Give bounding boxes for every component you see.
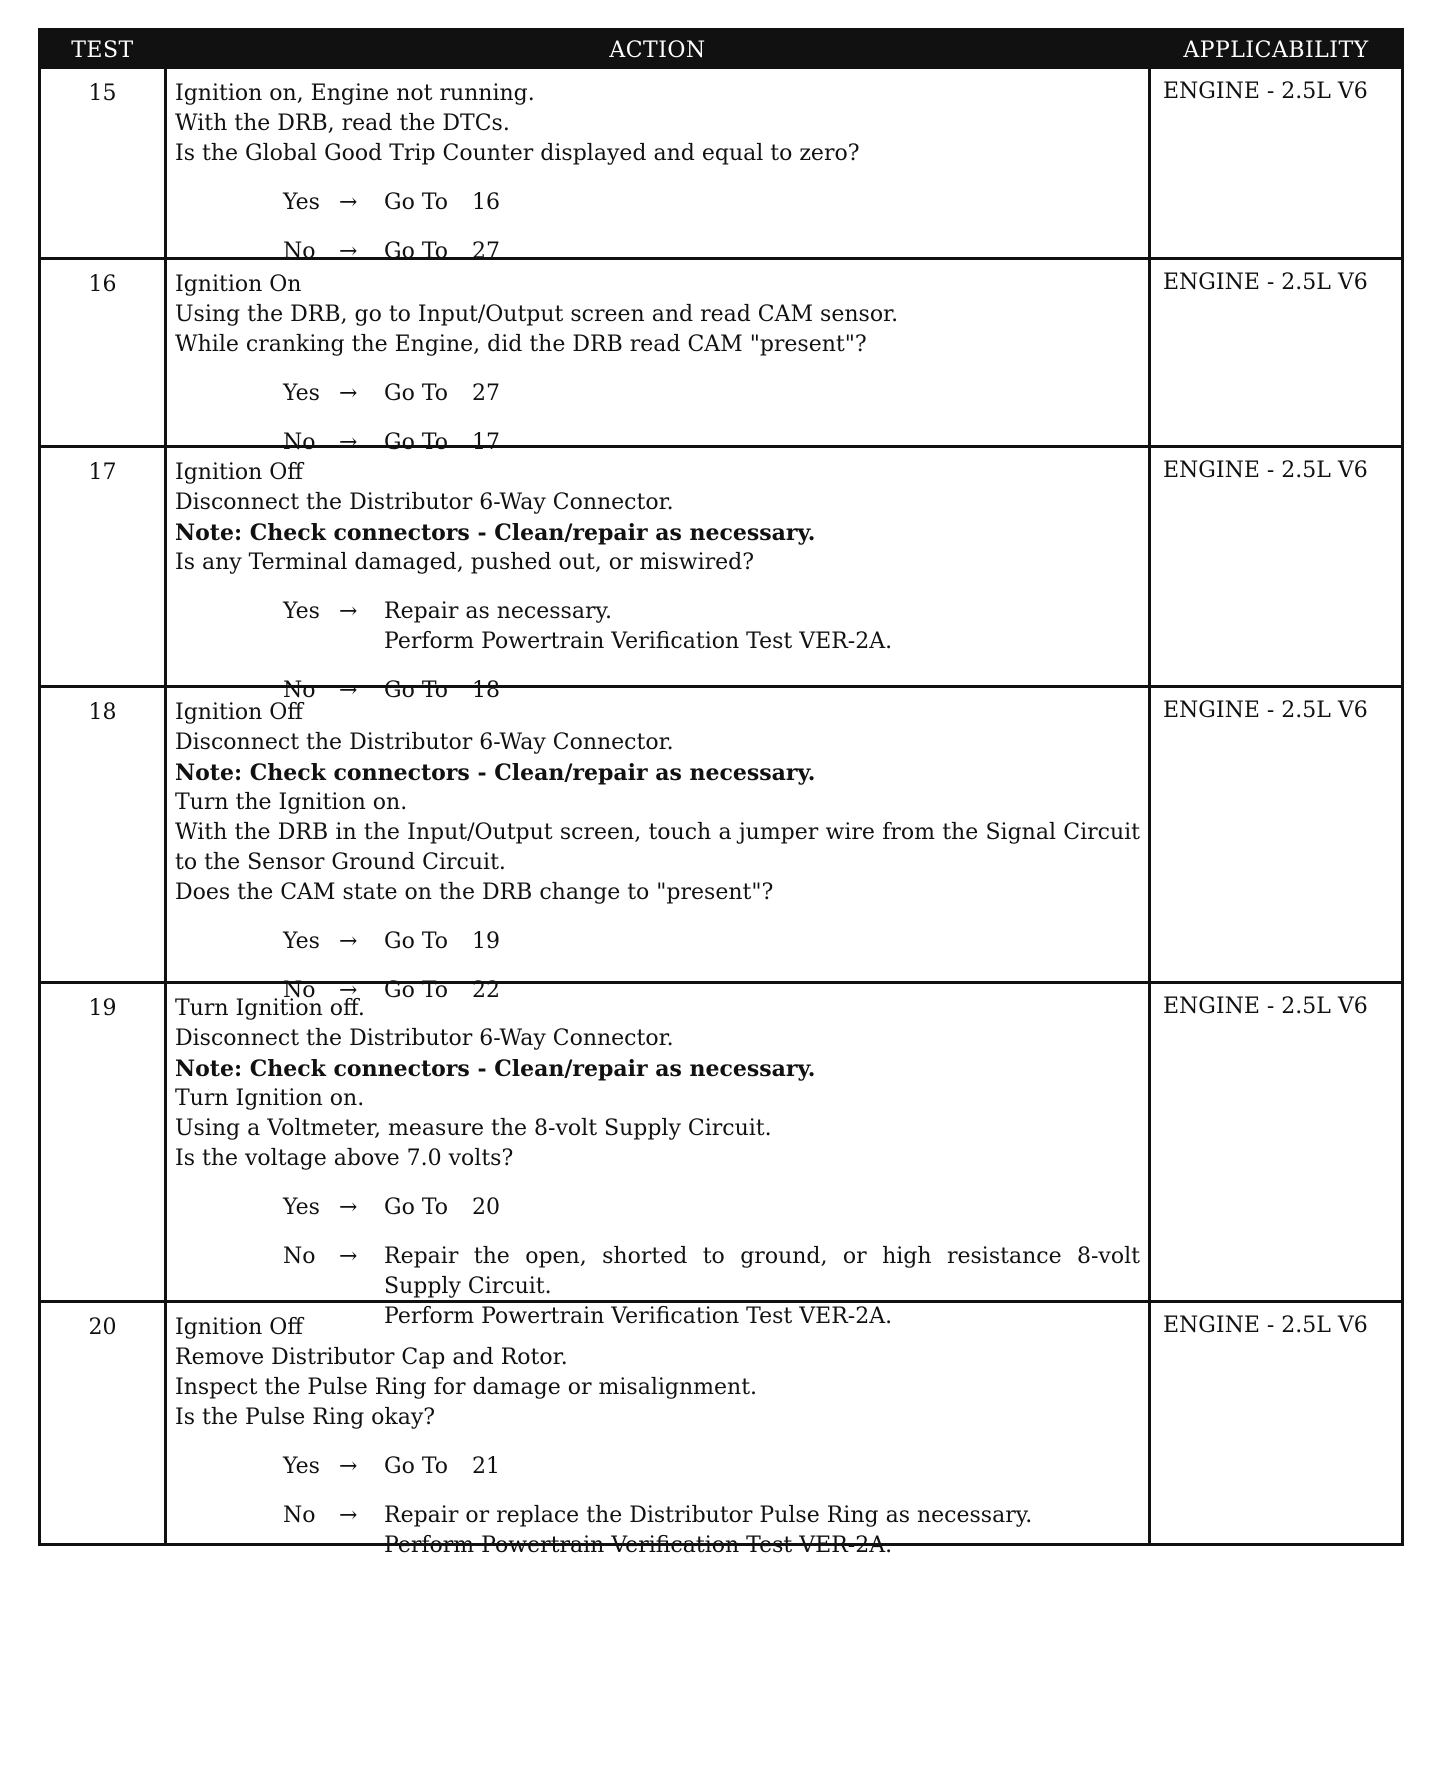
goto-target: 17 (472, 430, 500, 455)
right-arrow-icon: → (339, 1503, 358, 1528)
applicability-cell: ENGINE - 2.5L V6 (1163, 698, 1368, 723)
right-arrow-icon: → (339, 978, 358, 1003)
test-number: 17 (88, 460, 117, 485)
right-arrow-icon: → (339, 239, 358, 264)
action-cell (164, 1303, 1151, 1558)
action-line: Turn the Ignition on. (175, 790, 408, 815)
answer-option (283, 1501, 1140, 1561)
action-line: Is the voltage above 7.0 volts? (175, 1146, 514, 1171)
goto-target: 19 (472, 929, 500, 954)
action-line: Turn Ignition off. (175, 996, 365, 1021)
applicability-cell: ENGINE - 2.5L V6 (1163, 994, 1368, 1019)
result-line: Perform Powertrain Verification Test VER-2A. (384, 1533, 893, 1558)
action-line: Disconnect the Distributor 6-Way Connector. (175, 1026, 674, 1051)
test-number: 19 (88, 996, 117, 1021)
answer-result (384, 597, 1140, 657)
action-cell (164, 260, 1151, 455)
action-cell (164, 688, 1151, 1003)
action-line: With the DRB, read the DTCs. (175, 111, 510, 136)
answer-option (283, 1193, 1140, 1223)
answer-option (283, 379, 1140, 409)
action-line: Remove Distributor Cap and Rotor. (175, 1345, 568, 1370)
goto-label: Go To (384, 381, 449, 406)
goto-label: Go To (384, 239, 449, 264)
diagnostic-test-table (38, 28, 1404, 1558)
table-row (41, 685, 1401, 1003)
answer-label: No (283, 430, 316, 455)
right-arrow-icon: → (339, 1454, 358, 1479)
action-note: Note: Check connectors - Clean/repair as necessary. (175, 1056, 816, 1082)
answer-label: Yes (283, 1195, 320, 1220)
answer-result (384, 927, 1140, 957)
applicability-cell: ENGINE - 2.5L V6 (1163, 458, 1368, 483)
test-number: 16 (88, 272, 117, 297)
answer-option (283, 597, 1140, 657)
goto-label: Go To (384, 430, 449, 455)
answer-label: Yes (283, 190, 320, 215)
answer-result (384, 379, 1140, 409)
action-line: Using the DRB, go to Input/Output screen and read CAM sensor. (175, 302, 899, 327)
table-row (41, 1300, 1401, 1558)
answer-result (384, 1193, 1140, 1223)
action-line: Disconnect the Distributor 6-Way Connector. (175, 730, 674, 755)
answer-label: No (283, 1503, 316, 1528)
answer-result (384, 1452, 1140, 1482)
action-line: Ignition Off (175, 460, 303, 485)
action-line: Is the Global Good Trip Counter displayed and equal to zero? (175, 141, 860, 166)
right-arrow-icon: → (339, 678, 358, 703)
table-row (41, 445, 1401, 703)
answer-label: Yes (283, 381, 320, 406)
right-arrow-icon: → (339, 1244, 358, 1269)
test-number: 15 (88, 81, 117, 106)
goto-label: Go To (384, 1454, 449, 1479)
result-line: Perform Powertrain Verification Test VER-2A. (384, 1304, 893, 1329)
action-line: Does the CAM state on the DRB change to "present"? (175, 880, 774, 905)
answer-label: No (283, 1244, 316, 1269)
action-line: With the DRB in the Input/Output screen, touch a jumper wire from the Signal Circuit to the Sensor Ground Circuit. (175, 820, 1140, 875)
table-row (41, 69, 1401, 264)
goto-target: 22 (472, 978, 500, 1003)
goto-label: Go To (384, 190, 449, 215)
table-row (41, 981, 1401, 1329)
applicability-cell: ENGINE - 2.5L V6 (1163, 79, 1368, 104)
action-cell (164, 984, 1151, 1329)
right-arrow-icon: → (339, 190, 358, 215)
action-line: Disconnect the Distributor 6-Way Connector. (175, 490, 674, 515)
action-line: Ignition Off (175, 1315, 303, 1340)
goto-label: Go To (384, 978, 449, 1003)
header-applicability: APPLICABILITY (1183, 37, 1369, 63)
goto-label: Go To (384, 1195, 449, 1220)
answer-result (384, 1501, 1140, 1561)
answer-option (283, 1452, 1140, 1482)
result-line: Repair as necessary. (384, 599, 612, 624)
table-row (41, 257, 1401, 455)
action-cell (164, 69, 1151, 264)
goto-label: Go To (384, 678, 449, 703)
header-action: ACTION (609, 37, 706, 63)
action-line: Inspect the Pulse Ring for damage or misalignment. (175, 1375, 758, 1400)
goto-target: 20 (472, 1195, 500, 1220)
result-line: Repair or replace the Distributor Pulse Ring as necessary. (384, 1503, 1033, 1528)
answer-label: Yes (283, 929, 320, 954)
goto-target: 21 (472, 1454, 500, 1479)
answer-label: Yes (283, 599, 320, 624)
test-number: 18 (88, 700, 117, 725)
goto-label: Go To (384, 929, 449, 954)
answer-option (283, 188, 1140, 218)
right-arrow-icon: → (339, 599, 358, 624)
right-arrow-icon: → (339, 1195, 358, 1220)
answer-label: Yes (283, 1454, 320, 1479)
answer-label: No (283, 978, 316, 1003)
table-body (41, 69, 1401, 1558)
result-line: Perform Powertrain Verification Test VER-2A. (384, 629, 893, 654)
action-note: Note: Check connectors - Clean/repair as necessary. (175, 760, 816, 786)
action-line: Is any Terminal damaged, pushed out, or miswired? (175, 550, 755, 575)
applicability-cell: ENGINE - 2.5L V6 (1163, 1313, 1368, 1338)
answer-label: No (283, 239, 316, 264)
goto-target: 27 (472, 381, 500, 406)
test-number: 20 (88, 1315, 117, 1340)
action-line: Is the Pulse Ring okay? (175, 1405, 436, 1430)
action-line: Ignition Off (175, 700, 303, 725)
result-line: Repair the open, shorted to ground, or high resistance 8-volt Supply Circuit. (384, 1244, 1140, 1299)
action-note: Note: Check connectors - Clean/repair as necessary. (175, 520, 816, 546)
right-arrow-icon: → (339, 929, 358, 954)
right-arrow-icon: → (339, 381, 358, 406)
action-line: While cranking the Engine, did the DRB read CAM "present"? (175, 332, 867, 357)
answer-label: No (283, 678, 316, 703)
answer-option (283, 927, 1140, 957)
action-line: Ignition on, Engine not running. (175, 81, 535, 106)
goto-target: 27 (472, 239, 500, 264)
applicability-cell: ENGINE - 2.5L V6 (1163, 270, 1368, 295)
action-cell (164, 448, 1151, 703)
table-header (41, 31, 1401, 69)
header-test: TEST (71, 37, 134, 63)
right-arrow-icon: → (339, 430, 358, 455)
action-line: Using a Voltmeter, measure the 8-volt Supply Circuit. (175, 1116, 772, 1141)
goto-target: 18 (472, 678, 500, 703)
action-line: Turn Ignition on. (175, 1086, 365, 1111)
answer-result (384, 188, 1140, 218)
goto-target: 16 (472, 190, 500, 215)
action-line: Ignition On (175, 272, 302, 297)
